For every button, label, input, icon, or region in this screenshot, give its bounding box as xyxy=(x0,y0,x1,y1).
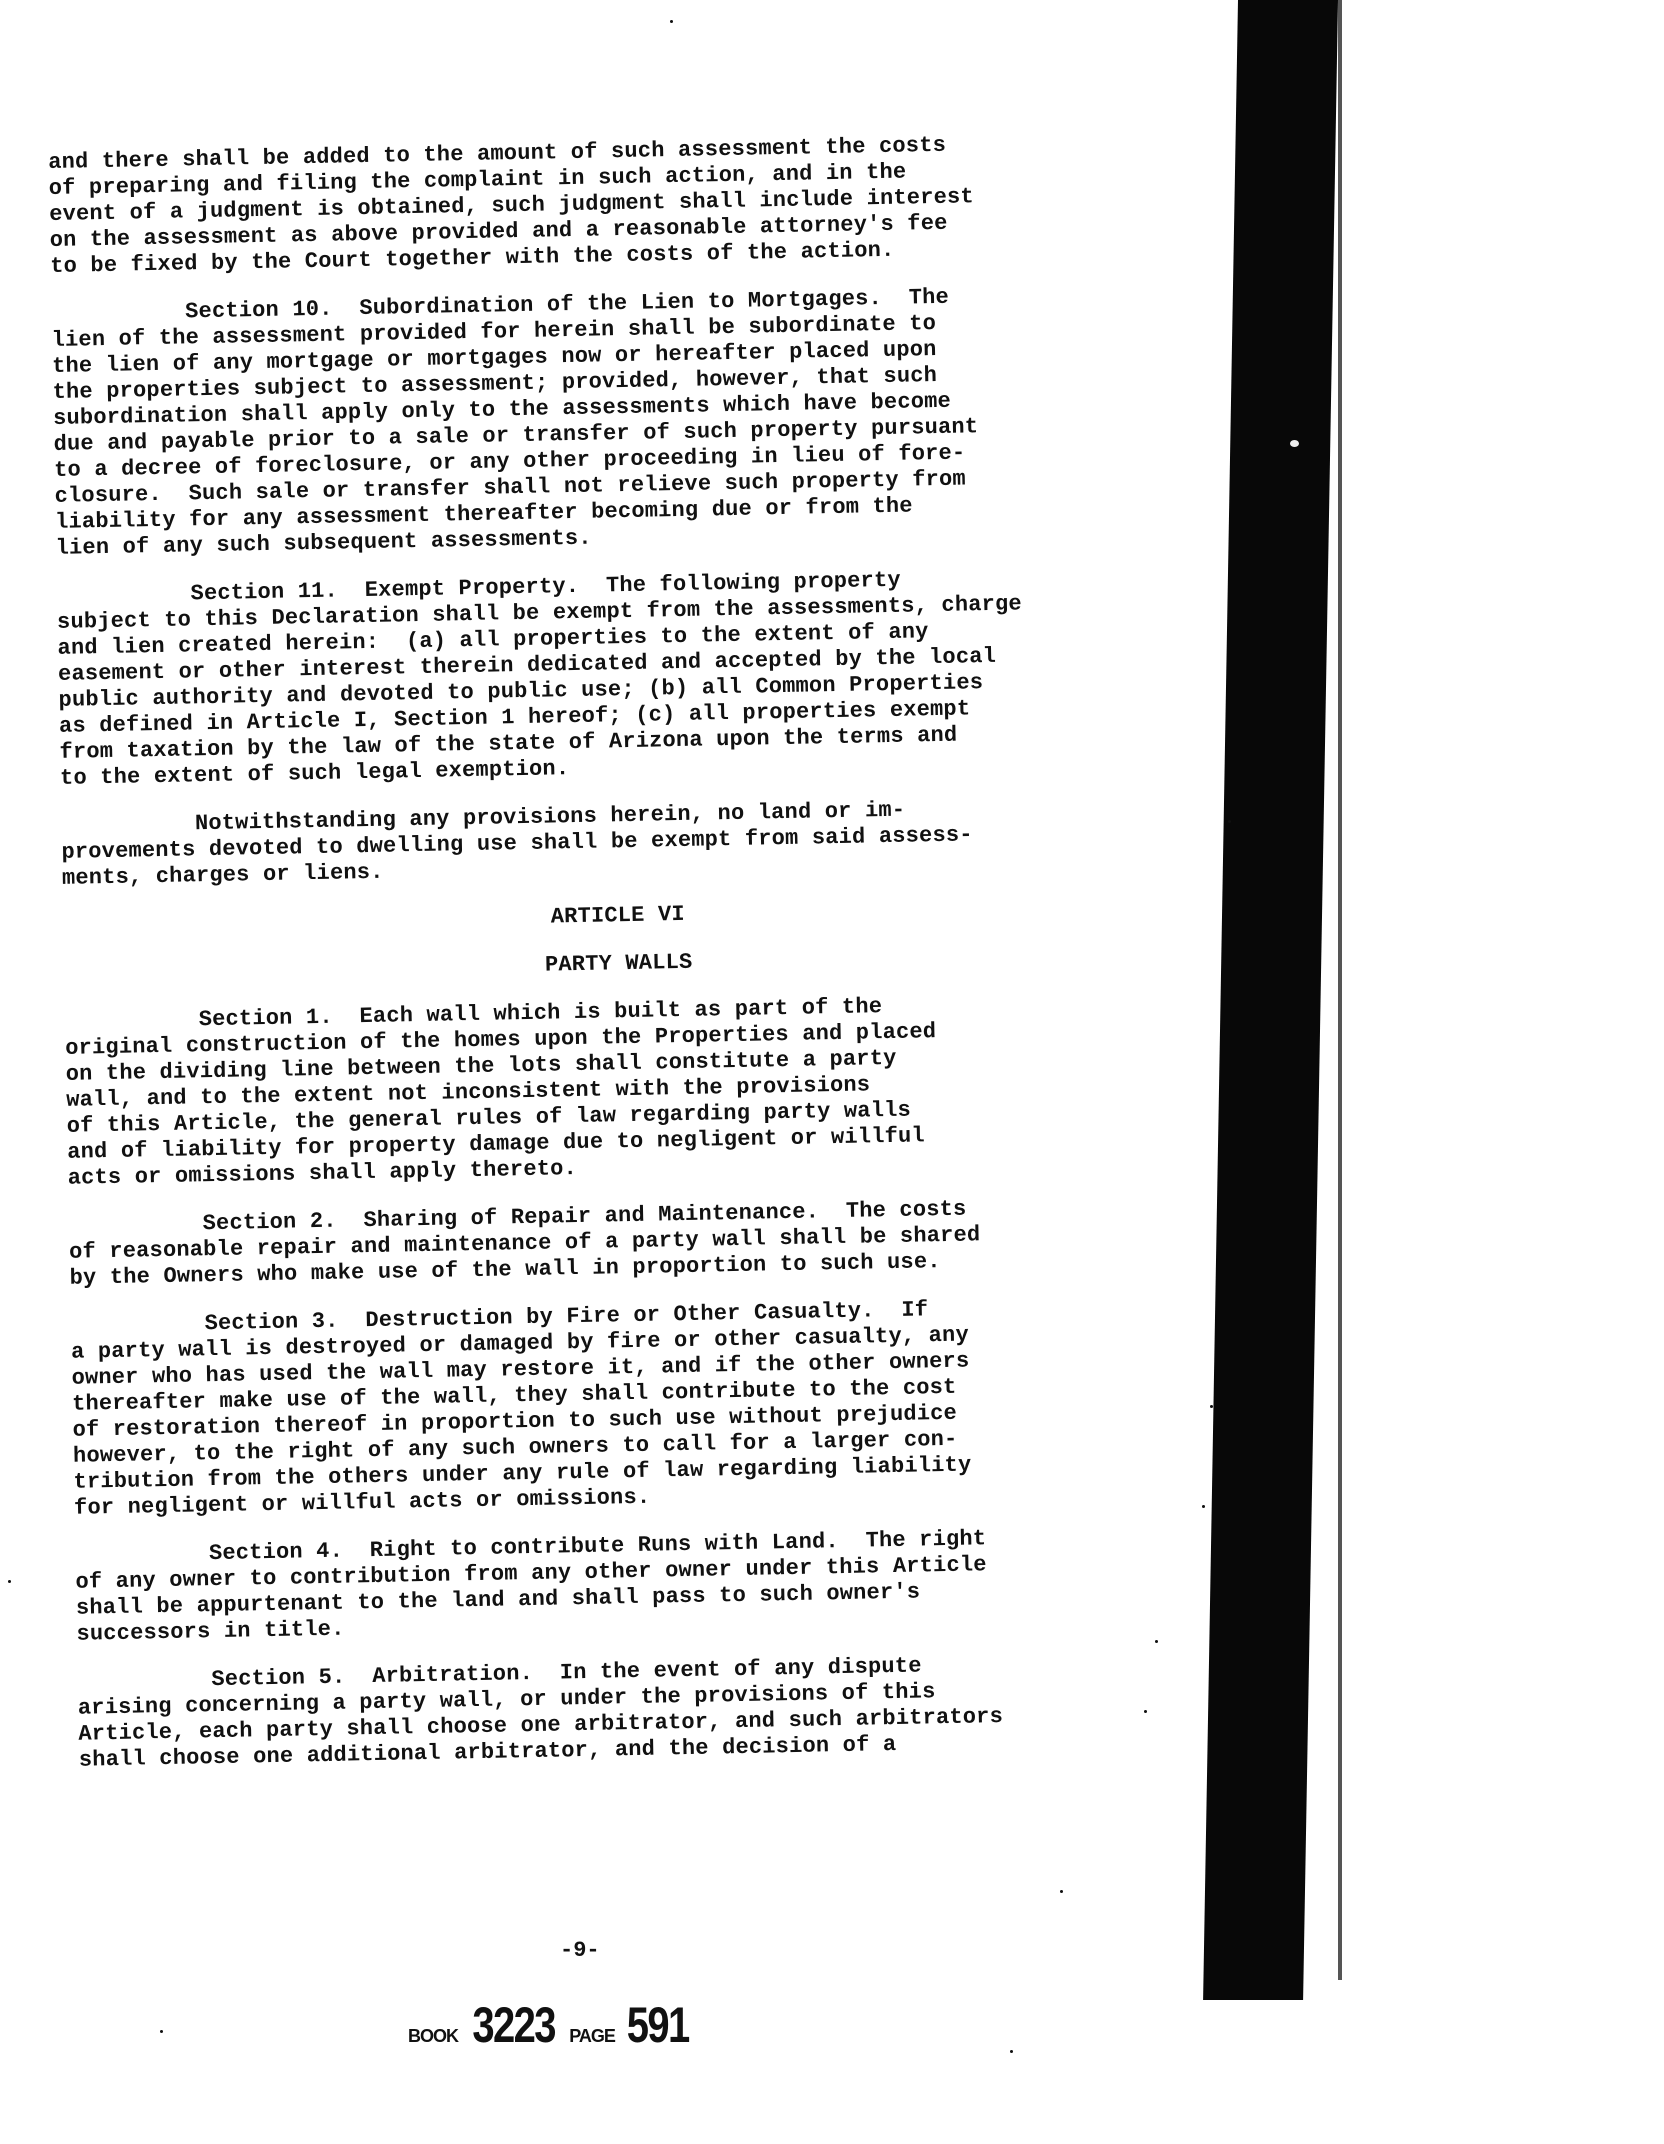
paragraph-section-1: Section 1. Each wall which is built as part of the original construction of the homes upon the Properties and placed on the dividing line between the lots shall constitute a party wall, and to the extent not inconsistent with the provisions of this Article, the general rules of law regarding party walls and of liability for property damage due to negligent or willful acts or omissions shall apply thereto. xyxy=(64,994,937,1191)
article-heading: ARTICLE VI xyxy=(550,901,686,930)
scan-speck xyxy=(1290,440,1299,447)
page-value: 591 xyxy=(626,1997,689,2053)
article-subheading: PARTY WALLS xyxy=(544,949,693,978)
paragraph-section-11: Section 11. Exempt Property. The following property subject to this Declaration shall be exempt from the assessments, charge and lien created herein: (a) all properties to the extent of any easement or other interest therein dedicated and accepted by the local public authority and devoted to public use; (b) all Common Properties as defined in Article I, Section 1 hereof; (c) all properties exempt from taxation by the law of the state of Arizona upon the terms and to the extent of such legal exemption. xyxy=(56,567,1023,791)
book-page-stamp xyxy=(408,1996,696,2054)
scan-edge-line xyxy=(1338,0,1342,1980)
paragraph-assessment-costs: and there shall be added to the amount of such assessment the costs of preparing and filing the complaint in such action, and in the event of a judgment is obtained, such judgment shall include interest on the assessment as above provided and a reasonable attorney's fee to be fixed by the Court together with the costs of the action. xyxy=(48,132,975,279)
scan-speck xyxy=(160,2030,163,2033)
book-number: 3223 xyxy=(472,1997,555,2053)
scan-speck xyxy=(1228,820,1231,823)
scan-speck xyxy=(8,1580,11,1583)
scan-speck xyxy=(670,20,673,23)
paragraph-notwithstanding: Notwithstanding any provisions herein, no land or im- provements devoted to dwelling use shall be exempt from said assess- ments, charges or liens. xyxy=(60,797,973,891)
page-label: PAGE xyxy=(569,2026,615,2046)
paragraph-section-3: Section 3. Destruction by Fire or Other Casualty. If a party wall is destroyed or damaged by fire or other casualty, any owner who has used the wall may restore it, and if the other owners thereafter make use of the wall, they shall contribute to the cost of restoration thereof in proportion to such use without prejudice however, to the right of any such owners to call for a larger con- tribution from the others under any rule of law regarding liability for negligent or willful acts or omissions. xyxy=(70,1297,972,1521)
paragraph-section-5: Section 5. Arbitration. In the event of any dispute arising concerning a party wall, or under the provisions of this Article, each party shall choose one arbitrator, and such arbitrators shall choose one additional arbitrator, and the decision of a xyxy=(77,1653,1004,1773)
paragraph-section-10: Section 10. Subordination of the Lien to Mortgages. The lien of the assessment provided for herein shall be subordinate to the lien of any mortgage or mortgages now or hereafter placed upon the properties subject to assessment; provided, however, that such subordination shall apply only to the assessments which have become due and payable prior to a sale or transfer of such property pursuant to a decree of foreclosure, or any other proceeding in lieu of fore- closure. Such sale or transfer shall not relieve such property from liability for any assessment thereafter becoming due or from the lien of any such subsequent assessments. xyxy=(50,284,979,561)
document-body xyxy=(48,128,1229,1796)
paragraph-section-2: Section 2. Sharing of Repair and Maintenance. The costs of reasonable repair and maintenance of a party wall shall be shared by the Owners who make use of the wall in proportion to such use. xyxy=(68,1196,981,1291)
page-number: -9- xyxy=(560,1938,600,1963)
scan-speck xyxy=(1060,1890,1063,1893)
scan-speck xyxy=(1010,2050,1013,2053)
book-label: BOOK xyxy=(408,2026,458,2046)
paragraph-section-4: Section 4. Right to contribute Runs with Land. The right of any owner to contribution from any other owner under this Article shall be appurtenant to the land and shall pass to such owner's successors in title. xyxy=(74,1526,987,1647)
